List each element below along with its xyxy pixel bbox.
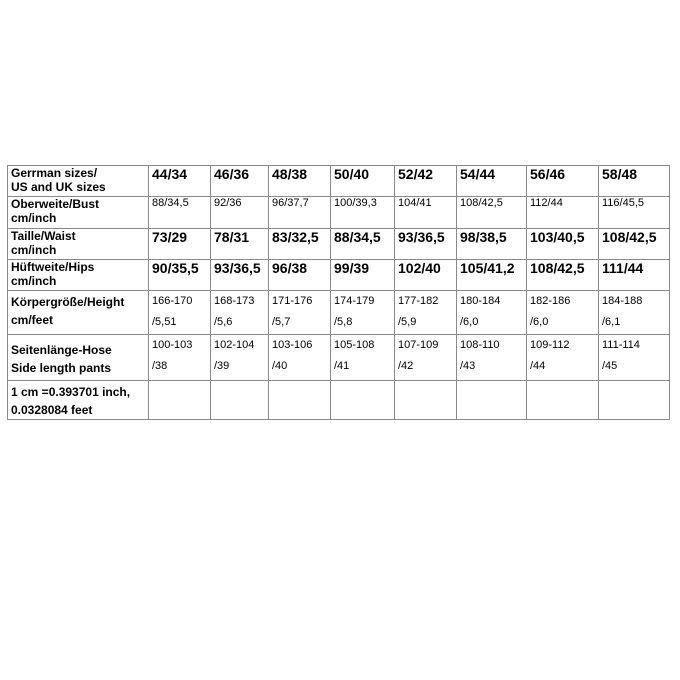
- height-range: 184-188: [602, 295, 643, 307]
- hips-cell: 102/40: [395, 260, 457, 291]
- conversion-note: [8, 381, 149, 420]
- height-cell: [149, 291, 211, 335]
- waist-label-line1: Taille/Waist: [11, 229, 76, 243]
- size-header: 50/40: [331, 166, 395, 197]
- pants-label: [8, 335, 149, 381]
- empty-cell: [527, 381, 599, 420]
- pants-cell: [211, 335, 269, 381]
- height-cell: [457, 291, 527, 335]
- bust-label-line2: cm/inch: [11, 211, 57, 225]
- pants-label-line1: Seitenlänge-Hose: [11, 343, 112, 357]
- height-cell: [269, 291, 331, 335]
- pants-range: 111-114: [602, 339, 640, 351]
- height-feet: /6,1: [602, 316, 621, 328]
- height-range: 180-184: [460, 295, 501, 307]
- pants-cell: [331, 335, 395, 381]
- empty-cell: [457, 381, 527, 420]
- hips-cell: 105/41,2: [457, 260, 527, 291]
- height-cell: [211, 291, 269, 335]
- size-header: 56/46: [527, 166, 599, 197]
- hips-label-line1: Hüftweite/Hips: [11, 260, 95, 274]
- hips-cell: 93/36,5: [211, 260, 269, 291]
- waist-cell: 98/38,5: [457, 229, 527, 260]
- hips-cell: 108/42,5: [527, 260, 599, 291]
- pants-inch: /38: [152, 360, 168, 372]
- hips-cell: 111/44: [599, 260, 670, 291]
- pants-cell: [599, 335, 670, 381]
- waist-cell: 78/31: [211, 229, 269, 260]
- pants-range: 102-104: [214, 339, 255, 351]
- height-label: [8, 291, 149, 335]
- bust-cell: 112/44: [527, 197, 599, 229]
- conversion-line2: 0.0328084 feet: [11, 403, 93, 417]
- empty-cell: [395, 381, 457, 420]
- hips-label-line2: cm/inch: [11, 274, 57, 288]
- pants-inch: /43: [460, 360, 476, 372]
- waist-cell: 93/36,5: [395, 229, 457, 260]
- height-label-line2: cm/feet: [11, 313, 54, 327]
- pants-range: 108-110: [460, 339, 500, 351]
- empty-cell: [269, 381, 331, 420]
- pants-cell: [269, 335, 331, 381]
- header-label-line1: Gerrman sizes/: [11, 166, 98, 180]
- hips-cell: 99/39: [331, 260, 395, 291]
- pants-range: 105-108: [334, 339, 375, 351]
- height-feet: /5,8: [334, 316, 353, 328]
- height-feet: /6,0: [530, 316, 549, 328]
- conversion-line1: 1 cm =0.393701 inch,: [11, 385, 131, 399]
- height-range: 168-173: [214, 295, 255, 307]
- header-row: [8, 166, 670, 197]
- pants-range: 107-109: [398, 339, 439, 351]
- waist-label-line2: cm/inch: [11, 243, 57, 257]
- pants-range: 103-106: [272, 339, 313, 351]
- waist-cell: 83/32,5: [269, 229, 331, 260]
- size-header: 54/44: [457, 166, 527, 197]
- conversion-row: [8, 381, 670, 420]
- size-header: 48/38: [269, 166, 331, 197]
- bust-cell: 96/37,7: [269, 197, 331, 229]
- bust-cell: 88/34,5: [149, 197, 211, 229]
- height-feet: /5,6: [214, 316, 233, 328]
- height-range: 177-182: [398, 295, 439, 307]
- pants-inch: /40: [272, 360, 288, 372]
- height-cell: [599, 291, 670, 335]
- waist-label: [8, 229, 149, 260]
- empty-cell: [331, 381, 395, 420]
- size-header: 58/48: [599, 166, 670, 197]
- height-range: 166-170: [152, 295, 193, 307]
- bust-label: [8, 197, 149, 229]
- pants-label-line2: Side length pants: [11, 361, 112, 375]
- header-label: [8, 166, 149, 197]
- pants-inch: /42: [398, 360, 414, 372]
- empty-cell: [149, 381, 211, 420]
- waist-cell: 73/29: [149, 229, 211, 260]
- bust-cell: 104/41: [395, 197, 457, 229]
- pants-cell: [527, 335, 599, 381]
- pants-row: [8, 335, 670, 381]
- pants-range: 109-112: [530, 339, 570, 351]
- pants-inch: /41: [334, 360, 350, 372]
- bust-cell: 100/39,3: [331, 197, 395, 229]
- size-chart-table: [7, 165, 670, 420]
- waist-row: [8, 229, 670, 260]
- waist-cell: 88/34,5: [331, 229, 395, 260]
- waist-cell: 103/40,5: [527, 229, 599, 260]
- height-range: 182-186: [530, 295, 571, 307]
- waist-cell: 108/42,5: [599, 229, 670, 260]
- size-header: 52/42: [395, 166, 457, 197]
- size-header: 44/34: [149, 166, 211, 197]
- height-cell: [395, 291, 457, 335]
- pants-cell: [395, 335, 457, 381]
- empty-cell: [599, 381, 670, 420]
- height-label-line1: Körpergröße/Height: [11, 295, 125, 309]
- hips-label: [8, 260, 149, 291]
- pants-inch: /44: [530, 360, 546, 372]
- bust-cell: 116/45,5: [599, 197, 670, 229]
- height-feet: /6,0: [460, 316, 479, 328]
- pants-cell: [149, 335, 211, 381]
- pants-inch: /39: [214, 360, 230, 372]
- height-row: [8, 291, 670, 335]
- bust-cell: 108/42,5: [457, 197, 527, 229]
- pants-range: 100-103: [152, 339, 193, 351]
- size-header: 46/36: [211, 166, 269, 197]
- empty-cell: [211, 381, 269, 420]
- pants-inch: /45: [602, 360, 618, 372]
- bust-label-line1: Oberweite/Bust: [11, 197, 100, 211]
- hips-cell: 96/38: [269, 260, 331, 291]
- header-label-line2: US and UK sizes: [11, 180, 106, 194]
- height-cell: [331, 291, 395, 335]
- pants-cell: [457, 335, 527, 381]
- hips-row: [8, 260, 670, 291]
- bust-row: [8, 197, 670, 229]
- bust-cell: 92/36: [211, 197, 269, 229]
- height-cell: [527, 291, 599, 335]
- height-feet: /5,7: [272, 316, 291, 328]
- height-feet: /5,9: [398, 316, 417, 328]
- height-range: 171-176: [272, 295, 313, 307]
- hips-cell: 90/35,5: [149, 260, 211, 291]
- height-range: 174-179: [334, 295, 375, 307]
- height-feet: /5,51: [152, 316, 177, 328]
